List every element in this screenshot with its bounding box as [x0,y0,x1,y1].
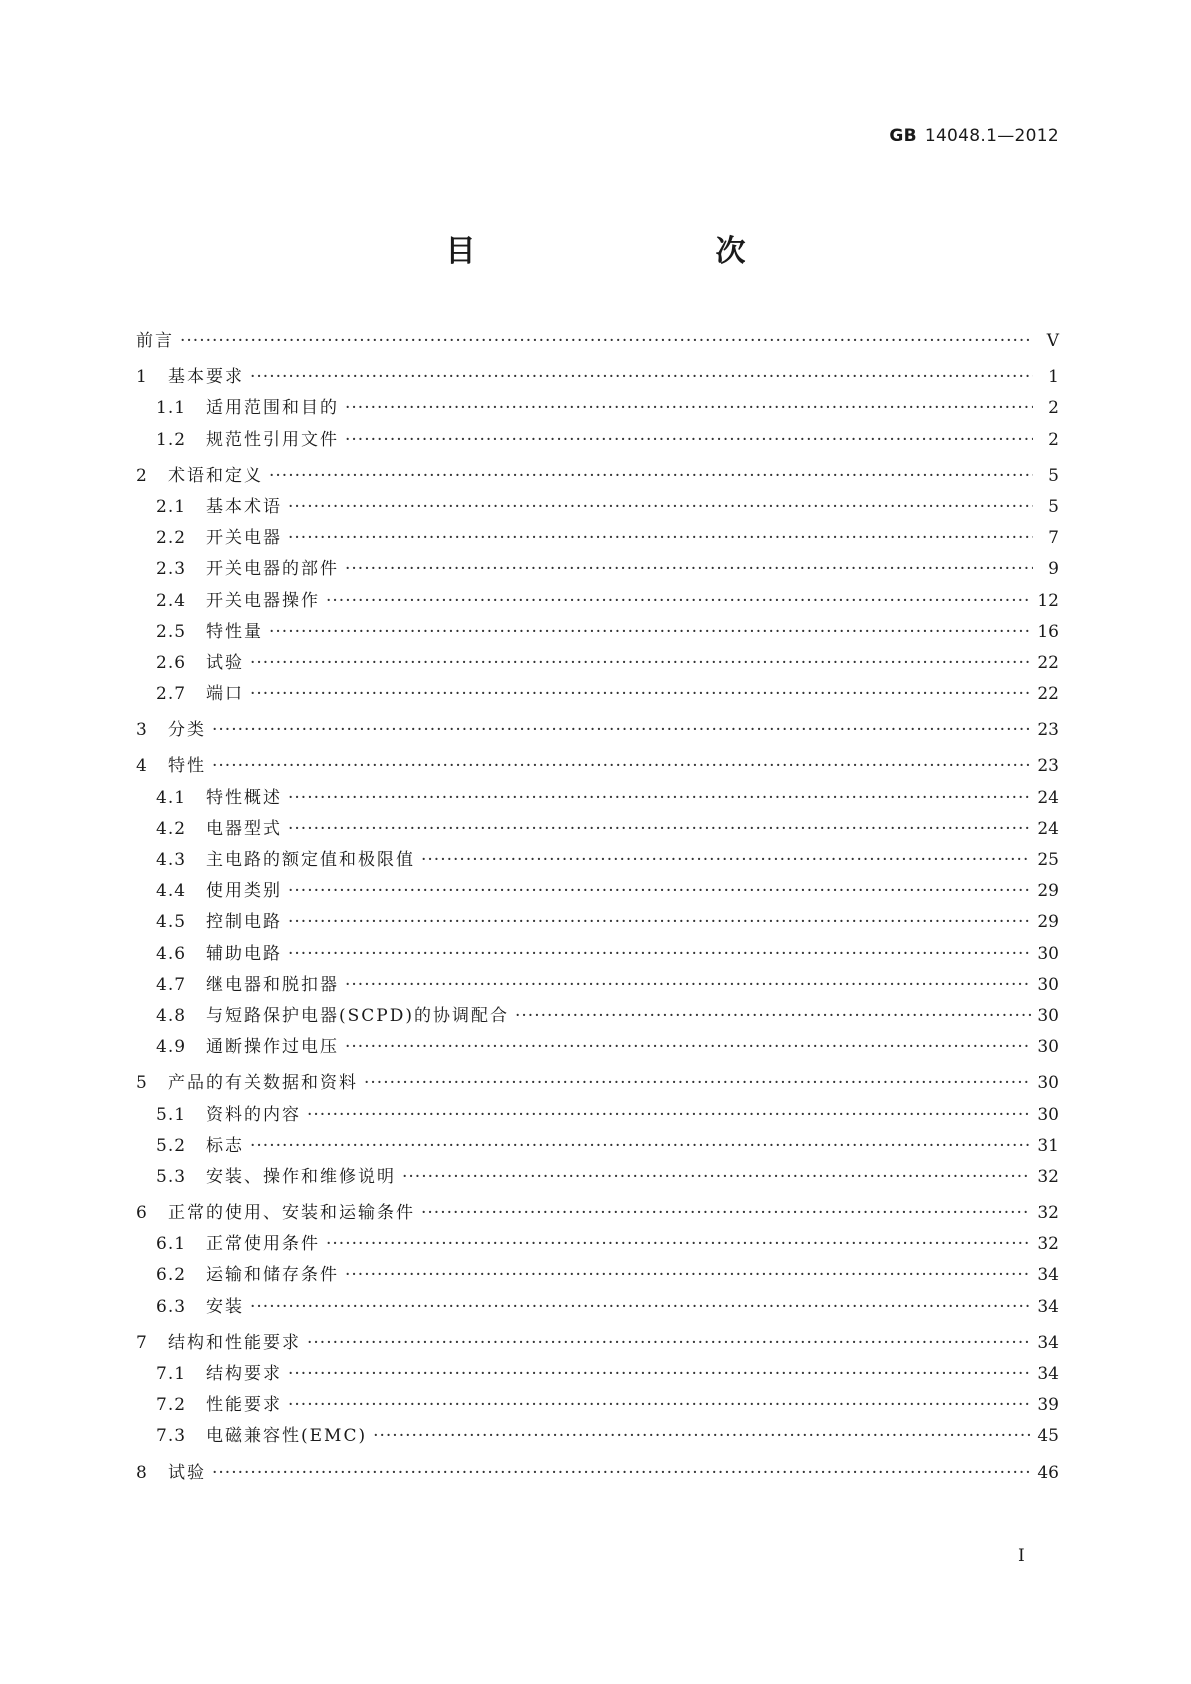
toc-entry-number: 1 [136,367,148,388]
page-number: Ⅰ [1018,1546,1025,1566]
toc-entry-page: 22 [1037,652,1059,673]
toc-entry-number: 1.1 [156,398,187,419]
toc-dot-leader [180,331,1033,351]
toc-entry[interactable] [136,1229,1059,1260]
toc-entry-page: 5 [1048,465,1059,486]
toc-entry-number: 6.1 [156,1234,187,1255]
toc-entry-page: 29 [1037,912,1059,933]
toc-entry-title: 安装、操作和维修说明 [206,1166,396,1187]
toc-entry-page: 23 [1037,720,1059,741]
toc-entry-page: 9 [1048,559,1059,580]
toc-entry-page: 34 [1037,1265,1059,1286]
standard-code [889,126,1059,146]
toc-entry-page: 25 [1037,850,1059,870]
toc-entry[interactable] [136,783,1059,814]
toc-entry-number: 4.9 [156,1037,187,1058]
toc-entry-title: 标志 [206,1135,244,1156]
toc-dot-leader [288,944,1031,964]
toc-entry-page: 2 [1048,398,1059,419]
toc-dot-leader [515,1006,1031,1026]
toc-dot-leader [269,622,1031,642]
toc-entry[interactable] [136,1421,1059,1452]
toc-entry-number: 2.3 [156,559,187,580]
toc-entry[interactable] [136,326,1059,357]
toc-entry-number: 4.2 [156,818,187,839]
toc-entry-title: 产品的有关数据和资料 [168,1073,358,1094]
toc-entry-number: 7.2 [156,1395,187,1416]
toc-entry-title: 资料的内容 [206,1104,301,1125]
toc-entry-page: 34 [1037,1364,1059,1384]
toc-entry[interactable] [136,845,1059,876]
toc-entry-number: 1.2 [156,429,187,450]
toc-entry[interactable] [136,648,1059,679]
toc-entry[interactable] [136,751,1059,782]
toc-entry-number: 8 [136,1462,148,1483]
toc-entry-page: 34 [1037,1296,1059,1317]
toc-entry[interactable] [136,970,1059,1001]
toc-entry-page: 30 [1037,974,1059,995]
toc-entry-number: 4.8 [156,1005,187,1026]
toc-entry-page: 22 [1037,684,1059,705]
toc-dot-leader [212,756,1031,776]
toc-entry[interactable] [136,617,1059,648]
toc-entry[interactable] [136,461,1059,492]
toc-entry-title: 电器型式 [206,818,282,839]
toc-entry-number: 4 [136,756,148,777]
toc-entry-number: 4.1 [156,787,187,808]
toc-entry-page: 1 [1048,367,1059,388]
toc-dot-leader [212,720,1031,740]
table-of-contents [136,326,1059,1489]
toc-entry-number: 6.2 [156,1265,187,1286]
toc-entry-title: 安装 [206,1296,244,1317]
toc-dot-leader [250,1297,1031,1317]
toc-entry-title: 特性 [168,756,206,777]
toc-entry[interactable] [136,1292,1059,1323]
toc-entry-number: 5.1 [156,1104,187,1125]
toc-entry-title: 性能要求 [206,1395,282,1416]
toc-entry[interactable] [136,1198,1059,1229]
toc-entry[interactable] [136,1458,1059,1489]
toc-dot-leader [373,1426,1031,1446]
toc-entry-page: 30 [1037,1104,1059,1125]
toc-dot-leader [345,1037,1031,1057]
toc-entry-number: 7.1 [156,1364,187,1384]
toc-entry-title: 开关电器操作 [206,590,320,611]
toc-entry-number: 2.1 [156,496,187,517]
toc-entry-title: 辅助电路 [206,943,282,964]
toc-entry-page: 32 [1037,1203,1059,1224]
toc-dot-leader [421,850,1031,870]
toc-dot-leader [326,591,1031,611]
toc-entry-number: 4.3 [156,850,187,870]
toc-entry-number: 5.2 [156,1135,187,1156]
toc-entry-title: 电磁兼容性(EMC) [206,1426,368,1447]
toc-entry-title: 控制电路 [206,912,282,933]
toc-entry[interactable] [136,393,1059,424]
toc-dot-leader [421,1203,1031,1223]
toc-entry[interactable] [136,679,1059,710]
toc-entry[interactable] [136,907,1059,938]
toc-entry-page: 29 [1037,881,1059,902]
standard-prefix: GB [889,126,917,146]
toc-entry-number: 5 [136,1073,148,1094]
toc-entry-number: 6.3 [156,1296,187,1317]
toc-entry-page: 45 [1037,1426,1059,1447]
toc-entry-number: 4.7 [156,974,187,995]
toc-dot-leader [307,1333,1031,1353]
toc-entry[interactable] [136,1131,1059,1162]
toc-entry-title: 结构要求 [206,1364,282,1384]
toc-entry-title: 分类 [168,720,206,741]
toc-dot-leader [288,1364,1031,1384]
toc-dot-leader [345,430,1033,450]
toc-entry-page: 30 [1037,1037,1059,1058]
toc-entry-number: 2.4 [156,590,187,611]
toc-entry-number: 2.6 [156,652,187,673]
toc-dot-leader [345,1265,1031,1285]
toc-entry[interactable] [136,554,1059,585]
toc-dot-leader [402,1167,1031,1187]
toc-entry[interactable] [136,1359,1059,1390]
toc-dot-leader [288,819,1031,839]
toc-entry-number: 2 [136,465,148,486]
toc-entry-title: 特性量 [206,621,263,642]
toc-entry-title: 运输和储存条件 [206,1265,339,1286]
toc-entry-page: 39 [1037,1395,1059,1416]
toc-entry-page: 32 [1037,1166,1059,1187]
toc-entry[interactable] [136,1260,1059,1291]
toc-dot-leader [288,497,1033,517]
toc-entry-page: 30 [1037,943,1059,964]
toc-dot-leader [326,1234,1031,1254]
toc-dot-leader [250,1136,1031,1156]
toc-entry-page: 12 [1037,590,1059,611]
toc-entry-page: 32 [1037,1234,1059,1255]
toc-entry-title: 开关电器的部件 [206,559,339,580]
toc-entry-page: 34 [1037,1332,1059,1353]
toc-entry[interactable] [136,586,1059,617]
toc-dot-leader [364,1073,1031,1093]
toc-title: 目 次 [445,234,806,269]
toc-entry-number: 2.7 [156,684,187,705]
toc-entry-title: 正常使用条件 [206,1234,320,1255]
toc-entry-title: 结构和性能要求 [168,1332,301,1353]
toc-entry[interactable] [136,1032,1059,1063]
toc-dot-leader [212,1463,1031,1483]
toc-entry-number: 5.3 [156,1166,187,1187]
toc-entry-title: 规范性引用文件 [206,429,339,450]
standard-number: 14048.1—2012 [924,126,1059,146]
toc-entry-title: 试验 [168,1462,206,1483]
toc-entry[interactable] [136,1100,1059,1131]
toc-entry[interactable] [136,1001,1059,1032]
toc-entry-title: 继电器和脱扣器 [206,974,339,995]
toc-entry-title: 前言 [136,331,174,351]
toc-entry[interactable] [136,492,1059,523]
toc-dot-leader [345,975,1031,995]
toc-entry-number: 7 [136,1332,148,1353]
toc-entry-title: 术语和定义 [168,465,263,486]
toc-entry-page: 23 [1037,756,1059,777]
toc-entry[interactable] [136,1162,1059,1193]
toc-entry-title: 开关电器 [206,528,282,549]
toc-entry-title: 特性概述 [206,787,282,808]
toc-entry-number: 2.5 [156,621,187,642]
toc-entry-page: 5 [1048,496,1059,517]
toc-dot-leader [250,367,1033,387]
toc-entry[interactable] [136,362,1059,393]
toc-entry-number: 4.4 [156,881,187,902]
toc-entry-page: 30 [1037,1073,1059,1094]
toc-entry-page: 30 [1037,1005,1059,1026]
toc-entry-page: Ⅴ [1046,331,1059,351]
toc-entry-title: 通断操作过电压 [206,1037,339,1058]
toc-dot-leader [345,559,1033,579]
toc-entry[interactable] [136,939,1059,970]
toc-dot-leader [269,466,1033,486]
toc-entry[interactable] [136,523,1059,554]
toc-dot-leader [288,528,1033,548]
toc-entry-title: 基本要求 [168,367,244,388]
toc-entry-number: 4.5 [156,912,187,933]
toc-entry-title: 适用范围和目的 [206,398,339,419]
toc-dot-leader [250,653,1031,673]
toc-entry-page: 24 [1037,787,1059,808]
toc-entry[interactable] [136,1068,1059,1099]
toc-entry[interactable] [136,814,1059,845]
toc-dot-leader [288,1395,1031,1415]
toc-entry-page: 7 [1048,528,1059,549]
toc-entry-title: 端口 [206,684,244,705]
toc-entry-page: 2 [1048,429,1059,450]
toc-entry-page: 46 [1037,1462,1059,1483]
toc-entry[interactable] [136,876,1059,907]
toc-entry-number: 2.2 [156,528,187,549]
toc-dot-leader [250,684,1031,704]
toc-entry-title: 正常的使用、安装和运输条件 [168,1203,415,1224]
toc-entry-title: 基本术语 [206,496,282,517]
toc-entry[interactable] [136,425,1059,456]
toc-entry[interactable] [136,715,1059,746]
toc-entry-page: 16 [1037,621,1059,642]
toc-dot-leader [345,398,1033,418]
toc-entry-title: 使用类别 [206,881,282,902]
toc-dot-leader [288,912,1031,932]
toc-entry[interactable] [136,1328,1059,1359]
toc-entry[interactable] [136,1390,1059,1421]
toc-entry-title: 试验 [206,652,244,673]
toc-entry-number: 6 [136,1203,148,1224]
toc-entry-title: 主电路的额定值和极限值 [206,850,415,870]
toc-entry-number: 4.6 [156,943,187,964]
toc-dot-leader [307,1105,1031,1125]
toc-entry-page: 24 [1037,818,1059,839]
toc-dot-leader [288,788,1031,808]
toc-entry-page: 31 [1037,1135,1059,1156]
toc-entry-number: 3 [136,720,148,741]
toc-dot-leader [288,881,1031,901]
toc-entry-number: 7.3 [156,1426,187,1447]
toc-entry-title: 与短路保护电器(SCPD)的协调配合 [206,1005,509,1026]
